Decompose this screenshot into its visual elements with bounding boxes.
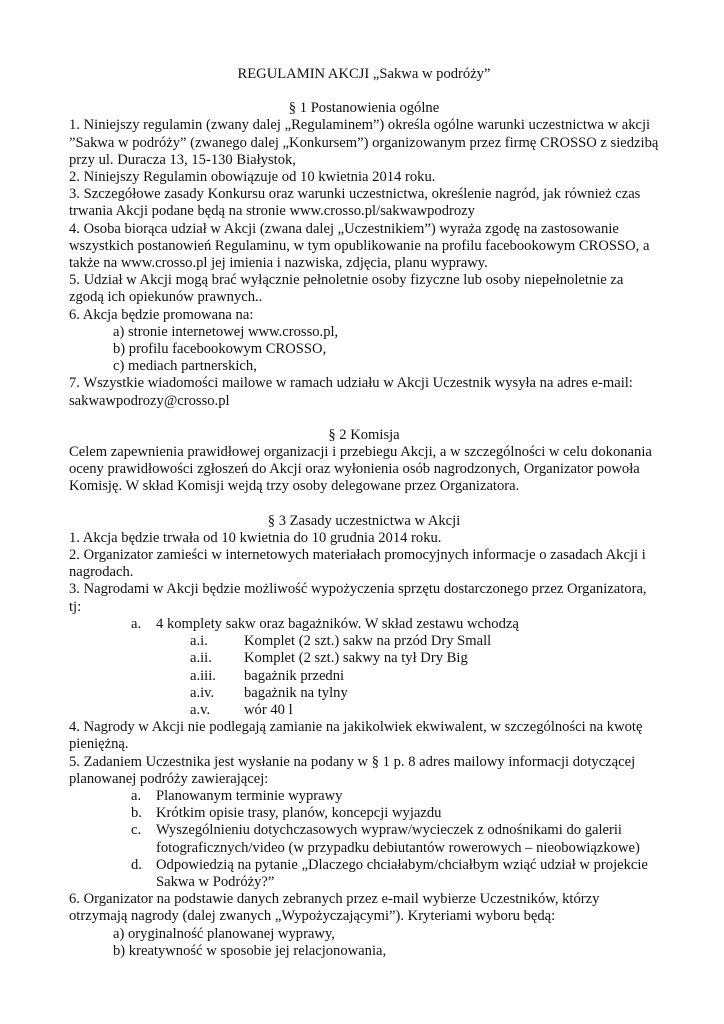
list-text: bagażnik na tylny — [244, 684, 348, 701]
s1-paragraph-5: 5. Udział w Akcji mogą brać wyłącznie pełnoletnie osoby fizyczne lub osoby niepełnoletnie za zgodą ich opiekunów prawnych.. — [69, 272, 624, 306]
s3-prize-subitem — [69, 650, 659, 667]
s3-prize-subitem — [69, 668, 659, 685]
list-label: a.iv. — [190, 684, 215, 701]
s3-p5-item — [69, 788, 659, 805]
s3-paragraph-6: 6. Organizator na podstawie danych zebranych przez e-mail wybierze Uczestników, którzy otrzymają nagrody (dalej zwanych „Wypożyczającymi”). Kryteriami wyboru będą: — [69, 891, 600, 925]
s3-prize-subitem — [69, 685, 659, 702]
s1-p6-item: a) stronie internetowej www.crosso.pl, — [113, 323, 339, 340]
list-text: bagażnik przedni — [244, 667, 345, 684]
document-title: REGULAMIN AKCJI „Sakwa w podróży” — [237, 66, 491, 82]
s1-p6-item: c) mediach partnerskich, — [113, 358, 257, 375]
list-label: b. — [131, 805, 142, 822]
s1-paragraph-3: 3. Szczegółowe zasady Konkursu oraz warunki uczestnictwa, określenie nagród, jak również czas trwania Akcji podane będą na stronie www.crosso.pl/sakwawpodrozy — [69, 186, 641, 220]
section-3-heading: § 3 Zasady uczestnictwa w Akcji — [267, 512, 461, 529]
s3-prize-item — [69, 616, 659, 633]
list-text: Planowanym terminie wyprawy — [156, 787, 343, 804]
s3-paragraph-4: 4. Nagrody w Akcji nie podlegają zamianie na jakikolwiek ekwiwalent, w szczególności na kwotę pieniężną. — [69, 719, 643, 753]
s3-prize-subitem — [69, 702, 659, 719]
list-label: d. — [131, 856, 142, 873]
list-text: Wyszególnieniu dotychczasowych wypraw/wycieczek z odnośnikami do galerii fotograficznych/video (w przypadku debiutantów rowerowych – nieobowiązkowe) — [156, 822, 640, 856]
s1-paragraph-6: 6. Akcja będzie promowana na: — [69, 306, 254, 323]
list-text: Komplet (2 szt.) sakwy na tył Dry Big — [244, 650, 468, 667]
section-2-heading: § 2 Komisja — [328, 426, 400, 443]
document-page — [69, 66, 659, 960]
s1-paragraph-1: 1. Niniejszy regulamin (zwany dalej „Regulaminem”) określa ogólne warunki uczestnictwa w akcji ”Sakwa w podróży” (zwanego dalej „Konkursem”) organizowanym przez firmę CROSSO z siedzibą przy ul. Duracza 13, 15-130 Białystok, — [69, 117, 659, 168]
s3-p5-item — [69, 857, 659, 891]
list-label: c. — [131, 822, 142, 839]
s3-p6-item: a) oryginalność planowanej wyprawy, — [113, 925, 335, 942]
list-label: a. — [131, 787, 142, 804]
list-text: Krótkim opisie trasy, planów, koncepcji wyjazdu — [156, 805, 442, 822]
s1-paragraph-4: 4. Osoba biorąca udział w Akcji (zwana dalej „Uczestnikiem”) wyraża zgodę na zastosowanie wszystkich postanowień Regulaminu, w tym opublikowanie na profilu facebookowym CROSSO, a także na www.crosso.pl jej imienia i nazwiska, zdjęcia, planu wyprawy. — [69, 220, 650, 272]
s3-p5-item — [69, 822, 659, 856]
list-text: 4 komplety sakw oraz bagażników. W skład zestawu wchodzą — [156, 615, 519, 632]
list-label: a. — [131, 615, 142, 632]
s3-paragraph-2: 2. Organizator zamieści w internetowych materiałach promocyjnych informacje o zasadach Akcji i nagrodach. — [69, 547, 646, 581]
s3-paragraph-5: 5. Zadaniem Uczestnika jest wysłanie na podany w § 1 p. 8 adres mailowy informacji dotyczącej planowanej podróży zawierającej: — [69, 753, 636, 787]
s3-prize-subitem — [69, 633, 659, 650]
s3-paragraph-3: 3. Nagrodami w Akcji będzie możliwość wypożyczenia sprzętu dostarczonego przez Organizatora, tj: — [69, 581, 647, 615]
list-label: a.ii. — [190, 650, 212, 667]
list-text: Komplet (2 szt.) sakw na przód Dry Small — [244, 633, 492, 650]
s3-p5-item — [69, 805, 659, 822]
list-text: Odpowiedzią na pytanie „Dlaczego chciałabym/chciałbym wziąć udział w projekcie Sakwa w Podróży?” — [156, 856, 648, 890]
list-label: a.iii. — [190, 667, 216, 684]
s1-paragraph-2: 2. Niniejszy Regulamin obowiązuje od 10 kwietnia 2014 roku. — [69, 169, 436, 186]
list-label: a.i. — [190, 633, 208, 650]
section-1-heading: § 1 Postanowienia ogólne — [288, 100, 440, 117]
list-label: a.v. — [190, 701, 211, 718]
list-text: wór 40 l — [244, 701, 293, 718]
s3-paragraph-1: 1. Akcja będzie trwała od 10 kwietnia do 10 grudnia 2014 roku. — [69, 529, 442, 546]
s1-paragraph-7: 7. Wszystkie wiadomości mailowe w ramach udziału w Akcji Uczestnik wysyła na adres e-mail: sakwawpodrozy@crosso.pl — [69, 375, 633, 409]
s3-p6-item: b) kreatywność w sposobie jej relacjonowania, — [113, 942, 387, 959]
s2-paragraph-1: Celem zapewnienia prawidłowej organizacji i przebiegu Akcji, a w szczególności w celu dokonania oceny prawidłowości zgłoszeń do Akcji oraz wyłonienia osób nagrodzonych, Organizator powoła Komisję. W skład Komisji wejdą trzy osoby delegowane przez Organizatora. — [69, 444, 652, 495]
s1-p6-item: b) profilu facebookowym CROSSO, — [113, 341, 327, 358]
